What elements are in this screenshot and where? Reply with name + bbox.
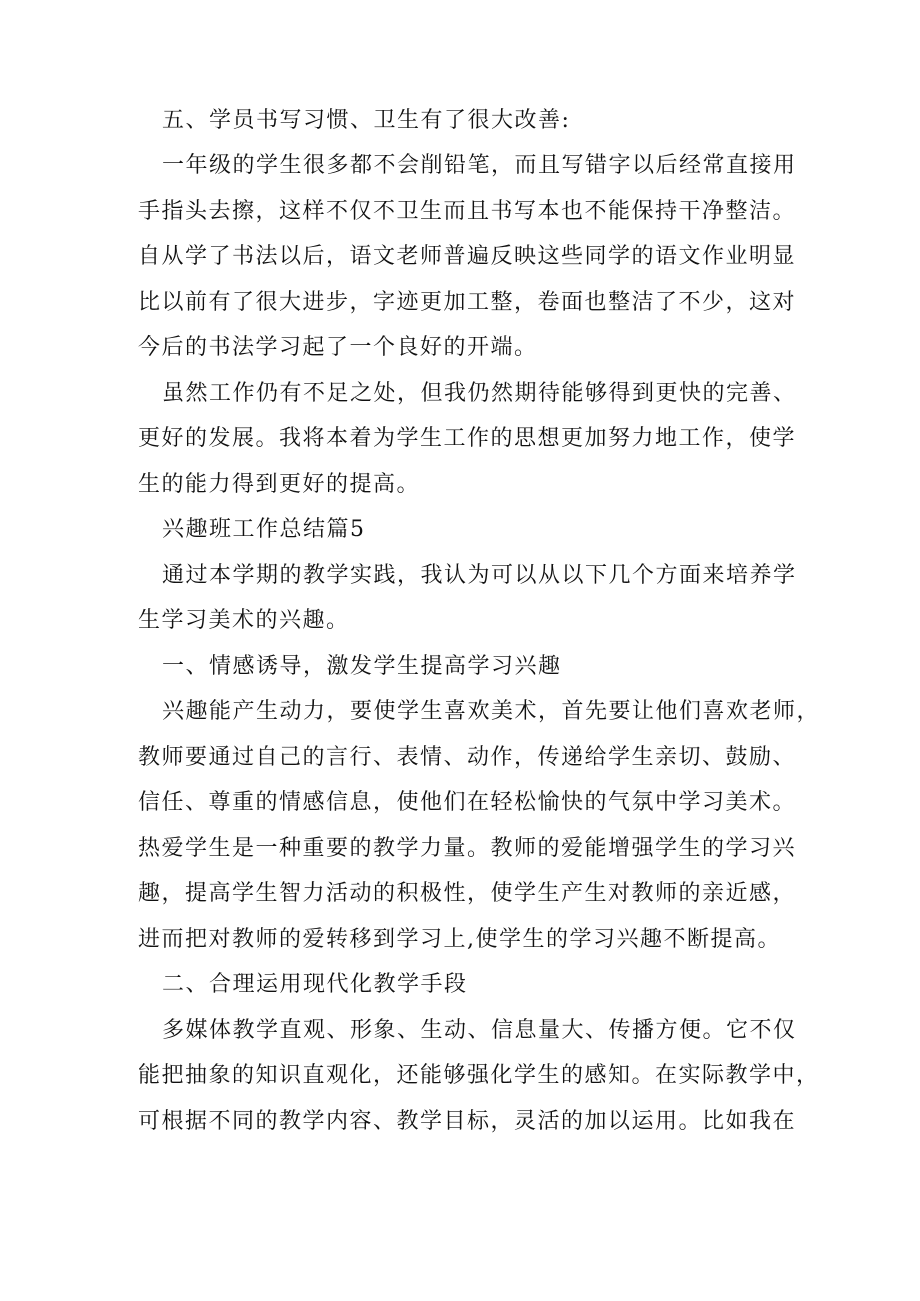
paragraph-line: 可根据不同的教学内容、教学目标，灵活的加以运用。比如我在 [138,1109,797,1134]
paragraph-line: 一年级的学生很多都不会削铅笔，而且写错字以后经常直接用 [162,153,797,178]
paragraph-line: 比以前有了很大进步，字迹更加工整，卷面也整洁了不少，这对 [138,290,797,315]
article-title: 兴趣班工作总结篇5 [162,517,366,542]
paragraph-line: 虽然工作仍有不足之处，但我仍然期待能够得到更快的完善、 [162,381,797,406]
paragraph-line: 通过本学期的教学实践，我认为可以从以下几个方面来培养学 [162,563,797,588]
paragraph-line: 生的能力得到更好的提高。 [138,472,421,497]
paragraph-line: 教师要通过自己的言行、表情、动作，传递给学生亲切、鼓励、 [138,745,797,770]
paragraph-line: 多媒体教学直观、形象、生动、信息量大、传播方便。它不仅 [162,1018,797,1043]
paragraph-line: 自从学了书法以后，语文老师普遍反映这些同学的语文作业明显 [138,244,797,269]
paragraph-line: 能把抽象的知识直观化，还能够强化学生的感知。在实际教学中， [138,1063,820,1088]
section-heading-1: 一、情感诱导，激发学生提高学习兴趣 [162,654,562,679]
section-heading-2: 二、合理运用现代化教学手段 [162,972,468,997]
paragraph-line: 热爱学生是一种重要的教学力量。教师的爱能增强学生的学习兴 [138,836,797,861]
paragraph-line: 生学习美术的兴趣。 [138,608,350,633]
paragraph-line: 手指头去擦，这样不仅不卫生而且书写本也不能保持干净整洁。 [138,199,797,224]
paragraph-line: 兴趣能产生动力，要使学生喜欢美术，首先要让他们喜欢老师， [162,699,821,724]
paragraph-line: 趣，提高学生智力活动的积极性，使学生产生对教师的亲近感， [138,881,797,906]
paragraph-line: 进而把对教师的爱转移到学习上,使学生的学习兴趣不断提高。 [138,927,781,952]
paragraph-line: 今后的书法学习起了一个良好的开端。 [138,335,538,360]
section-heading-5: 五、学员书写习惯、卫生有了很大改善: [162,108,571,133]
paragraph-line: 更好的发展。我将本着为学生工作的思想更加努力地工作，使学 [138,426,797,451]
paragraph-line: 信任、尊重的情感信息，使他们在轻松愉快的气氛中学习美术。 [138,790,797,815]
